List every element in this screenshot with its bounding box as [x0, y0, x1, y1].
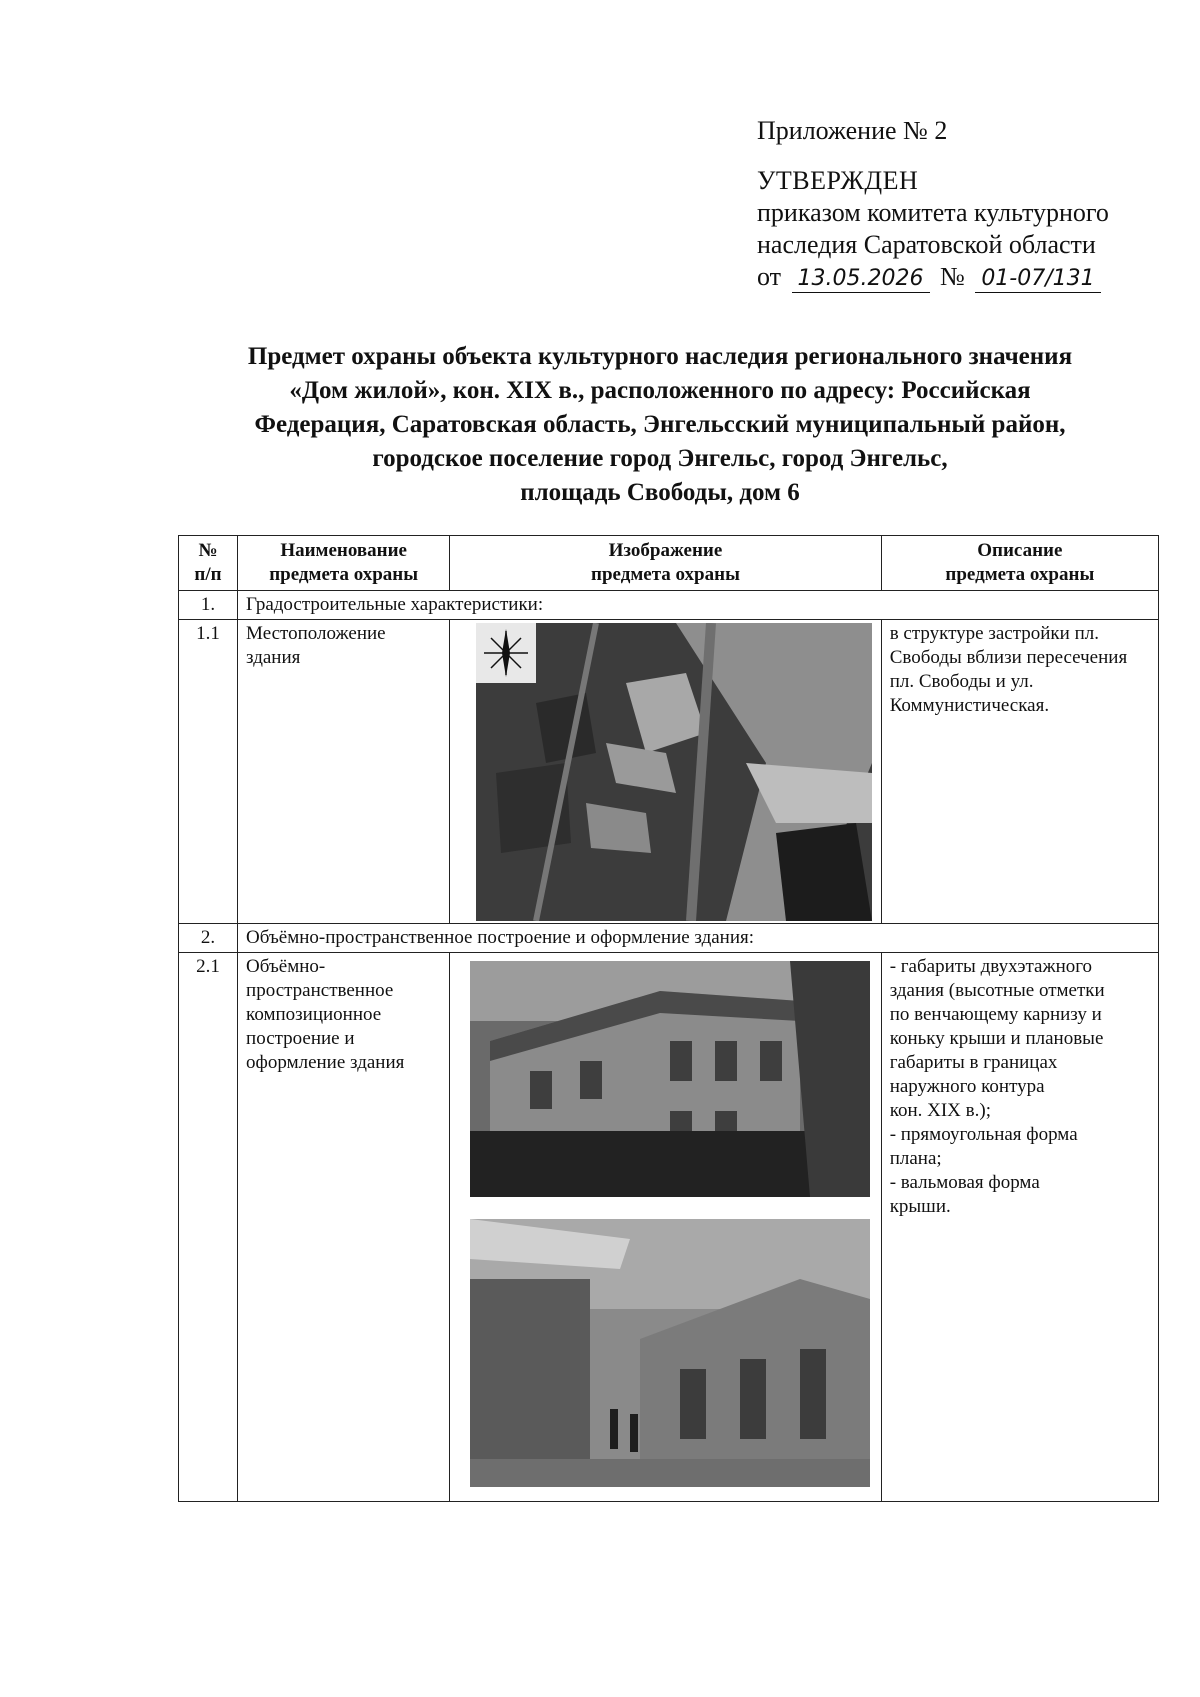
- section-row-1: [179, 591, 1159, 620]
- header-image-line-2: предмета охраны: [591, 564, 740, 585]
- aerial-map-graphic: [476, 623, 872, 921]
- title-line-5: площадь Свободы, дом 6: [520, 479, 800, 506]
- header-desc: [881, 536, 1158, 591]
- section-1-title: Градостроительные характеристики:: [238, 591, 1159, 620]
- annex-label: Приложение № 2: [757, 116, 948, 145]
- row-2-1-desc-line: - вальмовая форма: [889, 1172, 1040, 1193]
- approval-date-line: [757, 261, 1177, 293]
- title-line-2: «Дом жилой», кон. XIX в., расположенного по адресу: Российская: [289, 377, 1031, 404]
- approval-number: 01-07/131: [975, 266, 1100, 293]
- header-num: [179, 536, 238, 591]
- row-2-1-desc: [881, 953, 1158, 1502]
- row-2-1-name-line: построение и: [246, 1028, 355, 1049]
- row-2-1-desc-line: по венчающему карнизу и: [889, 1004, 1102, 1025]
- header-desc-line-2: предмета охраны: [945, 564, 1095, 585]
- header-num-line-2: п/п: [194, 564, 222, 585]
- row-1-1-image-cell: [450, 620, 881, 924]
- date-prefix: от: [757, 262, 782, 291]
- row-2-1-image-cell: [450, 953, 881, 1502]
- table-row: [179, 620, 1159, 924]
- row-2-1-desc-line: - габариты двухэтажного: [889, 956, 1093, 977]
- number-prefix: №: [940, 262, 965, 291]
- header-num-line-1: №: [198, 540, 218, 561]
- row-2-1-desc-line: габариты в границах: [889, 1052, 1058, 1073]
- header-name-line-2: предмета охраны: [269, 564, 419, 585]
- row-2-1-name-line: композиционное: [246, 1004, 382, 1025]
- header-name: [238, 536, 450, 591]
- section-2-num: 2.: [179, 924, 238, 953]
- section-1-num: 1.: [179, 591, 238, 620]
- facade-photo-1: [470, 961, 870, 1197]
- row-2-1-desc-line: здания (высотные отметки: [889, 980, 1105, 1001]
- row-2-1-desc-line: плана;: [889, 1148, 942, 1169]
- approval-line-2: наследия Саратовской области: [757, 230, 1096, 259]
- table-row: [179, 953, 1159, 1502]
- title-line-1: Предмет охраны объекта культурного наследия регионального значения: [247, 343, 1073, 370]
- row-2-1-desc-line: - прямоугольная форма: [889, 1124, 1078, 1145]
- header-image: [450, 536, 881, 591]
- approval-line-1: приказом комитета культурного: [757, 198, 1109, 227]
- header-desc-line-1: Описание: [977, 540, 1063, 561]
- row-2-1-name-line: оформление здания: [246, 1052, 405, 1073]
- row-2-1-desc-line: наружного контура: [889, 1076, 1045, 1097]
- protection-table: [178, 535, 1159, 1502]
- row-2-1-name-line: пространственное: [246, 980, 394, 1001]
- document-title: [160, 340, 1160, 510]
- approval-block: [757, 115, 1177, 293]
- section-row-2: [179, 924, 1159, 953]
- table-header-row: [179, 536, 1159, 591]
- row-2-1-name: [238, 953, 450, 1502]
- approved-label: УТВЕРЖДЕН: [757, 166, 919, 195]
- location-map-image: [476, 623, 872, 921]
- row-2-1-desc-line: крыши.: [889, 1196, 951, 1217]
- title-line-4: городское поселение город Энгельс, город Энгельс,: [372, 445, 948, 472]
- section-2-title: Объёмно-пространственное построение и оформление здания:: [238, 924, 1159, 953]
- facade-photo-2-graphic: [470, 1219, 870, 1487]
- row-2-1-desc-line: кон. XIX в.);: [889, 1100, 991, 1121]
- row-1-1-name: Местоположение здания: [238, 620, 450, 924]
- row-1-1-desc: в структуре застройки пл. Свободы вблизи пересечения пл. Свободы и ул. Коммунистическая.: [881, 620, 1158, 924]
- row-2-1-name-line: Объёмно-: [246, 956, 326, 977]
- row-2-1-num: 2.1: [179, 953, 238, 1502]
- approval-date: 13.05.2026: [792, 266, 930, 293]
- row-2-1-desc-line: коньку крыши и плановые: [889, 1028, 1104, 1049]
- row-1-1-num: 1.1: [179, 620, 238, 924]
- title-line-3: Федерация, Саратовская область, Энгельсский муниципальный район,: [254, 411, 1066, 438]
- facade-photo-2: [470, 1219, 870, 1487]
- facade-photo-1-graphic: [470, 961, 870, 1197]
- header-name-line-1: Наименование: [280, 540, 407, 561]
- header-image-line-1: Изображение: [608, 540, 723, 561]
